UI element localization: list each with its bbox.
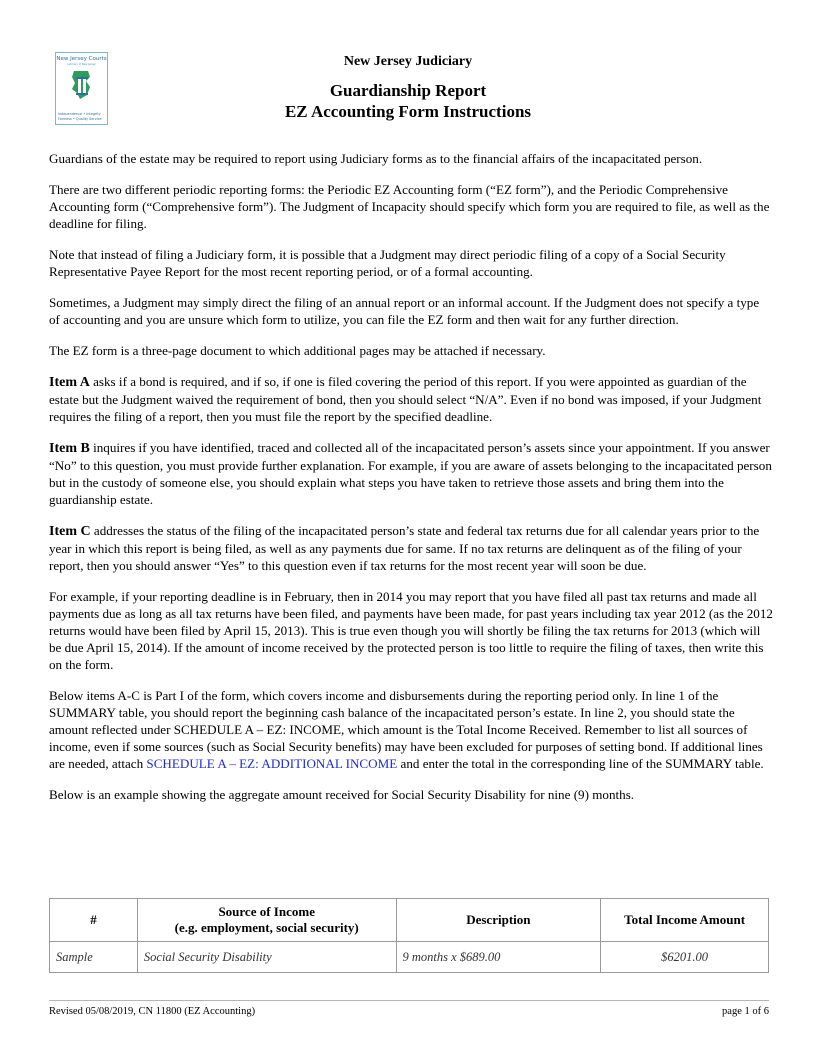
schedule-a-additional-income-link[interactable]: SCHEDULE A – EZ: ADDITIONAL INCOME (146, 756, 398, 771)
item-b-paragraph (49, 439, 773, 508)
agency-name: New Jersey Judiciary (343, 54, 473, 69)
document-title: Guardianship Report EZ Accounting Form Instructions (284, 81, 532, 121)
cell-total: $6201.00 (601, 942, 769, 973)
logo-subtitle: Judiciary of New Jersey (67, 63, 96, 66)
header-source: Source of Income (e.g. employment, social security) (137, 899, 396, 942)
item-a-paragraph (49, 373, 773, 425)
item-c-paragraph (49, 522, 773, 574)
logo-title: New Jersey Courts (56, 56, 107, 62)
paragraph-tax-example: For example, if your reporting deadline is in February, then in 2014 you may report that you have filed all past tax returns and made all payments due as long as all tax returns have been filed, and payments have been made, for past years including tax year 2012 (as the 2012 returns would have been filed by April 15, 2013). This is true even though you will shortly be filing the tax returns for 2013 (which will be due April 15, 2014). If the amount of income received by the protected person is too little to require the filing of taxes, then write this on the form. (49, 589, 773, 672)
paragraph-example-intro: Below is an example showing the aggregate amount received for Social Security Disability for nine (9) months. (49, 787, 635, 802)
item-b-label: Item B (49, 441, 90, 456)
instructions-body (49, 150, 773, 817)
logo-motto: Independence • Integrity Fairness • Quality Service (58, 112, 102, 121)
item-a-text: asks if a bond is required, and if so, if one is filed covering the period of this report. If you were appointed as guardian of the estate but the Judgment waived the requirement of bond, then you should select “N/A”. Even if no bond was imposed, if your Judgment requires the filing of a report, then you must file the report by the specified deadline. (49, 374, 762, 424)
footer-revision: Revised 05/08/2019, CN 11800 (EZ Accounting) (49, 1006, 256, 1017)
paragraph-judgment: Sometimes, a Judgment may simply direct the filing of an annual report or an informal account. If the Judgment does not specify a type of accounting and you are unsure which form to utilize, you can file the EZ form and then wait for any further direction. (49, 295, 760, 327)
header-total: Total Income Amount (601, 899, 769, 942)
table-row (50, 942, 769, 973)
item-c-text: addresses the status of the filing of the incapacitated person’s state and federal tax returns due for all calendar years prior to the year in which this report is being filed, as well as any payments due for same. If no tax returns are delinquent as of the filing of your report, then you should answer “Yes” to this question even if tax returns for the most recent year will soon be due. (49, 523, 760, 573)
cell-description: 9 months x $689.00 (396, 942, 601, 973)
item-c-label: Item C (49, 524, 91, 539)
paragraph-intro: Guardians of the estate may be required to report using Judiciary forms as to the financial affairs of the incapacitated person. (49, 151, 703, 166)
header-number: # (50, 899, 138, 942)
footer-divider (49, 1000, 769, 1001)
page-number: page 1 of 6 (722, 1006, 769, 1017)
paragraph-forms: There are two different periodic reporting forms: the Periodic EZ Accounting form (“EZ form”), and the Periodic Comprehensive Accounting form (“Comprehensive form”). The Judgment of Incapacity should specify which form you are required to file, as well as the deadline for filing. (49, 182, 770, 231)
table-header-row (50, 899, 769, 942)
item-a-label: Item A (49, 375, 90, 390)
item-b-text: inquires if you have identified, traced and collected all of the incapacitated person’s assets since your appointment. If you answer “No” to this question, you must provide further explanation. For example, if you are aware of assets belonging to the incapacitated person but in the custody of someone else, you should explain what steps you have taken to retrieve those assets and bring them into the guardianship estate. (49, 440, 772, 507)
paragraph-alternative: Note that instead of filing a Judiciary form, it is possible that a Judgment may direct periodic filing of a copy of a Social Security Representative Payee Report for the most recent reporting period, or of a formal accounting. (49, 247, 726, 279)
paragraph-ez-form: The EZ form is a three-page document to which additional pages may be attached if necessary. (49, 343, 546, 358)
paragraph-summary: Below items A-C is Part I of the form, which covers income and disbursements during the reporting period only. In line 1 of the SUMMARY table, you should report the beginning cash balance of the incapacitated person’s estate. In line 2, you should state the amount reflected under SCHEDULE A – EZ: INCOME, which amount is the Total Income Received. Remember to list all sources of income, even if some sources (such as Social Security benefits) may have been excluded for purposes of setting bond. If additional lines are needed, attach SCHEDULE A – EZ: ADDITIONAL INCOME and enter the total in the corresponding line of the SUMMARY table. (49, 688, 764, 771)
header-description: Description (396, 899, 601, 942)
income-example-table (49, 898, 769, 973)
cell-source: Social Security Disability (137, 942, 396, 973)
cell-number: Sample (50, 942, 138, 973)
